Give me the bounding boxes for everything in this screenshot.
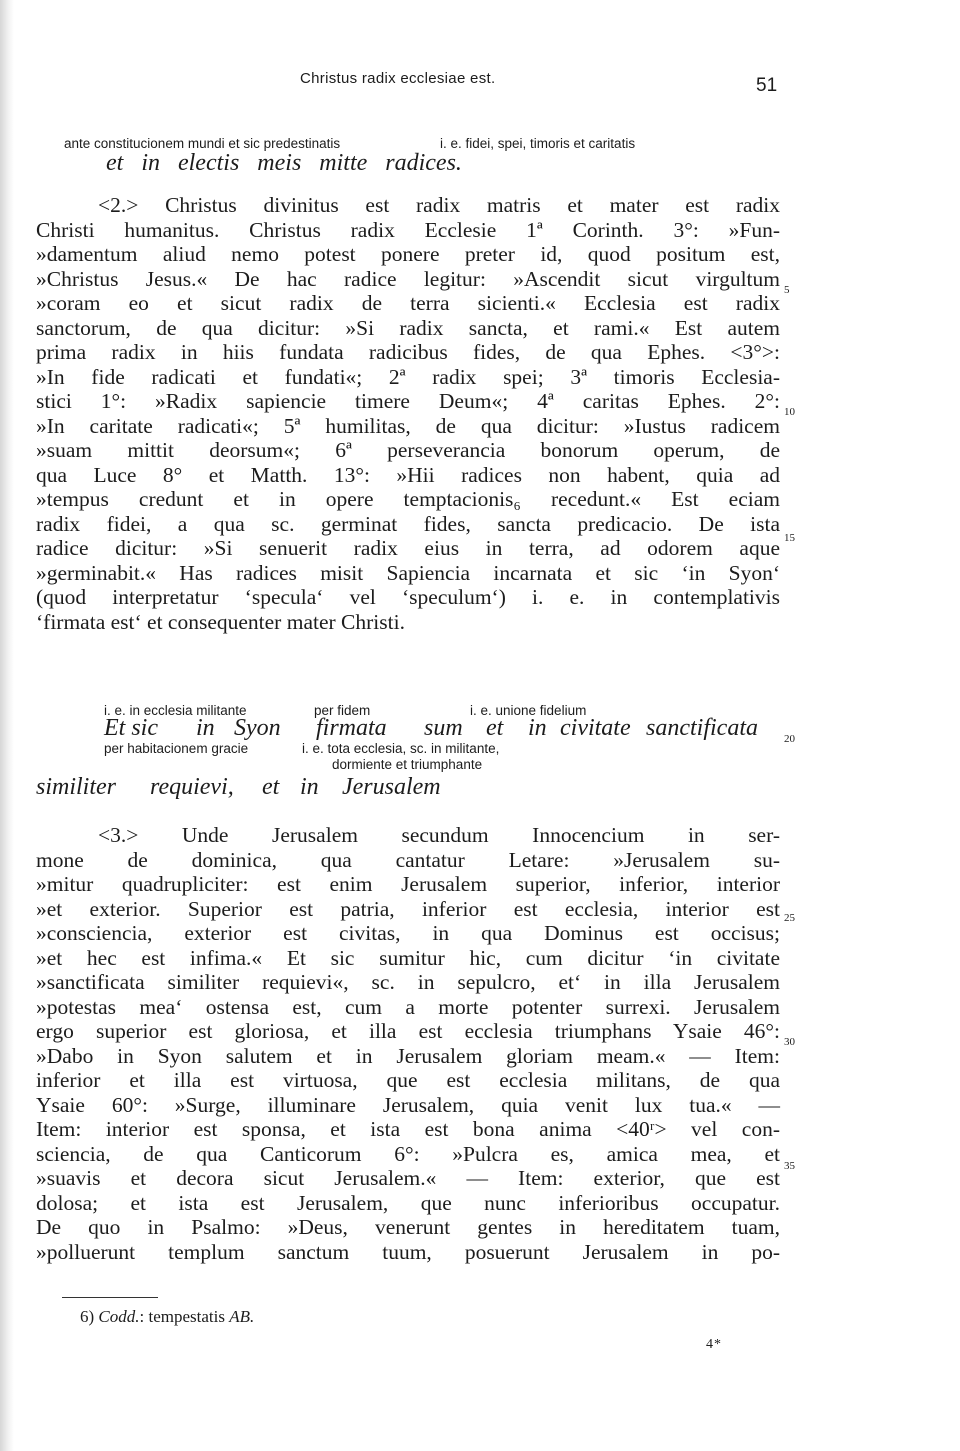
footnote-rule [62,1297,158,1298]
verse-word: firmata [316,715,387,741]
text-line: radix fidei, a qua sc. germinat fides, sancta predicacio. De ista [36,511,780,536]
footnote-text: : tempestatis [139,1307,225,1326]
text-line: mone de dominica, qua cantatur Letare: »Jerusalem su- [36,847,780,872]
section-2-text [36,193,780,634]
gloss-mid-1c: i. e. unione fidelium [470,703,587,718]
scan-edge-shadow [0,0,14,1451]
text-line: sanctorum, de qua dicitur: »Si radix sancta, et rami.« Est autem [36,315,780,340]
text-line: <2.> Christus divinitus est radix matris et mater est radix [98,193,780,217]
verse-word: Jerusalem [342,774,441,800]
text-line: sciencia, de qua Canticorum 6°: »Pulcra es, amica mea, et [36,1141,780,1166]
text-line: »In fide radicati et fundati«; 2ª radix spei; 3ª timoris Ecclesia- [36,364,780,389]
gloss-mid-2b: i. e. tota ecclesia, sc. in militante, [302,741,500,756]
verse-word: Et sic [104,715,158,741]
text-line: »potestas mea‘ ostensa est, cum a morte potenter surrexi. Jerusalem [36,994,780,1019]
text-line: <3.> Unde Jerusalem secundum Innocencium in ser- [98,823,780,847]
verse-top: et in electis meis mitte radices. [106,150,462,176]
text-line: »Christus Jesus.« De hac radice legitur: »Ascendit sicut virgultum [36,266,780,291]
line-number: 30 [784,1036,795,1048]
gloss-top-left: ante constitucionem mundi et sic predestinatis [64,136,341,151]
text-line: Ysaie 60°: »Surge, illuminare Jerusalem, quia venit lux tua.« — [36,1092,780,1117]
text-line: »damentum aliud nemo potest ponere preter id, quod positum est, [36,242,780,266]
footnote [80,1307,254,1327]
text-line: »tempus credunt et in opere temptacionis₆ recedunt.« Est eciam [36,487,780,511]
verse-word: in [196,715,215,741]
text-line: »coram eo et sicut radix de terra sicienti.« Ecclesia est radix [36,291,780,315]
text-line: radice dicitur: »Si senuerit radix eius in terra, ad odorem aque [36,536,780,560]
text-line: dolosa; et ista est Jerusalem, que nunc inferioribus occupatur. [36,1190,780,1215]
text-line: »In caritate radicati«; 5ª humilitas, de qua dicitur: »Iustus radicem [36,413,780,438]
text-line: »suavis et decora sicut Jerusalem.« — Item: exterior, que est [36,1166,780,1190]
text-line: stici 1°: »Radix sapiencie timere Deum«; 4ª caritas Ephes. 2°: [36,389,780,413]
text-line: »et hec est infima.« Et sic sumitur hic, cum dicitur ‘in civitate [36,945,780,970]
text-line: »polluerunt templum sanctum tuum, posuerunt Jerusalem in po- [36,1239,780,1264]
line-number: 15 [784,532,795,544]
verse-word: sanctificata [646,715,758,741]
gloss-top-right: i. e. fidei, spei, timoris et caritatis [440,136,636,151]
signature-mark: 4* [706,1337,722,1352]
text-line: »consciencia, exterior est civitas, in qua Dominus est occisus; [36,921,780,945]
text-line: »suam mittit deorsum«; 6ª perseverancia bonorum operum, de [36,438,780,462]
footnote-sigla: AB. [229,1307,255,1326]
verse-word: Syon [234,715,281,741]
verse-word: requievi, [150,774,234,800]
text-line: ‘firmata est‘ et consequenter mater Christi. [36,609,405,634]
gloss-mid-1b: per fidem [314,703,371,718]
verse-word: et [486,715,504,741]
verse-word: civitate [560,715,631,741]
page-number: 51 [756,75,778,96]
text-line: (quod interpretatur ‘specula‘ vel ‘speculum‘) i. e. in contemplativis [36,585,780,609]
verse-word: sum [424,715,463,741]
line-number: 35 [784,1160,795,1172]
section-3-text [36,823,780,1264]
text-line: inferior et illa est virtuosa, que est ecclesia militans, de qua [36,1068,780,1092]
footnote-mark: 6) [80,1307,95,1326]
line-number: 20 [784,733,795,745]
text-line: qua Luce 8° et Matth. 13°: »Hii radices non habent, quia ad [36,462,780,487]
verse-word: in [300,774,319,800]
gloss-mid-2a: per habitacionem gracie [104,741,249,756]
gloss-mid-1a: i. e. in ecclesia militante [104,703,247,718]
running-head: Christus radix ecclesiae est. [300,70,496,87]
line-number: 5 [784,284,790,296]
text-line: prima radix in hiis fundata radicibus fides, de qua Ephes. <3°>: [36,340,780,364]
text-line: De quo in Psalmo: »Deus, venerunt gentes in hereditatem tuam, [36,1215,780,1239]
verse-word: et [262,774,280,800]
footnote-codd: Codd. [98,1307,140,1326]
verse-word: similiter [36,774,117,800]
text-line: »Dabo in Syon salutem et in Jerusalem gloriam meam.« — Item: [36,1043,780,1068]
verse-word: in [528,715,547,741]
text-line: »sanctificata similiter requievi«, sc. in sepulcro, et‘ in illa Jerusalem [36,970,780,994]
text-line: »et exterior. Superior est patria, inferior est ecclesia, interior est [36,896,780,921]
text-line: Christi humanitus. Christus radix Ecclesie 1ª Corinth. 3°: »Fun- [36,217,780,242]
line-number: 25 [784,912,795,924]
text-line: Item: interior est sponsa, et ista est bona anima <40ʳ> vel con- [36,1117,780,1141]
text-line: »germinabit.« Has radices misit Sapiencia incarnata et sic ‘in Syon‘ [36,560,780,585]
gloss-mid-2c: dormiente et triumphante [332,757,483,772]
line-number: 10 [784,406,795,418]
text-line: ergo superior est gloriosa, et illa est ecclesia triumphans Ysaie 46°: [36,1019,780,1043]
text-line: »mitur quadrupliciter: est enim Jerusalem superior, inferior, interior [36,872,780,896]
